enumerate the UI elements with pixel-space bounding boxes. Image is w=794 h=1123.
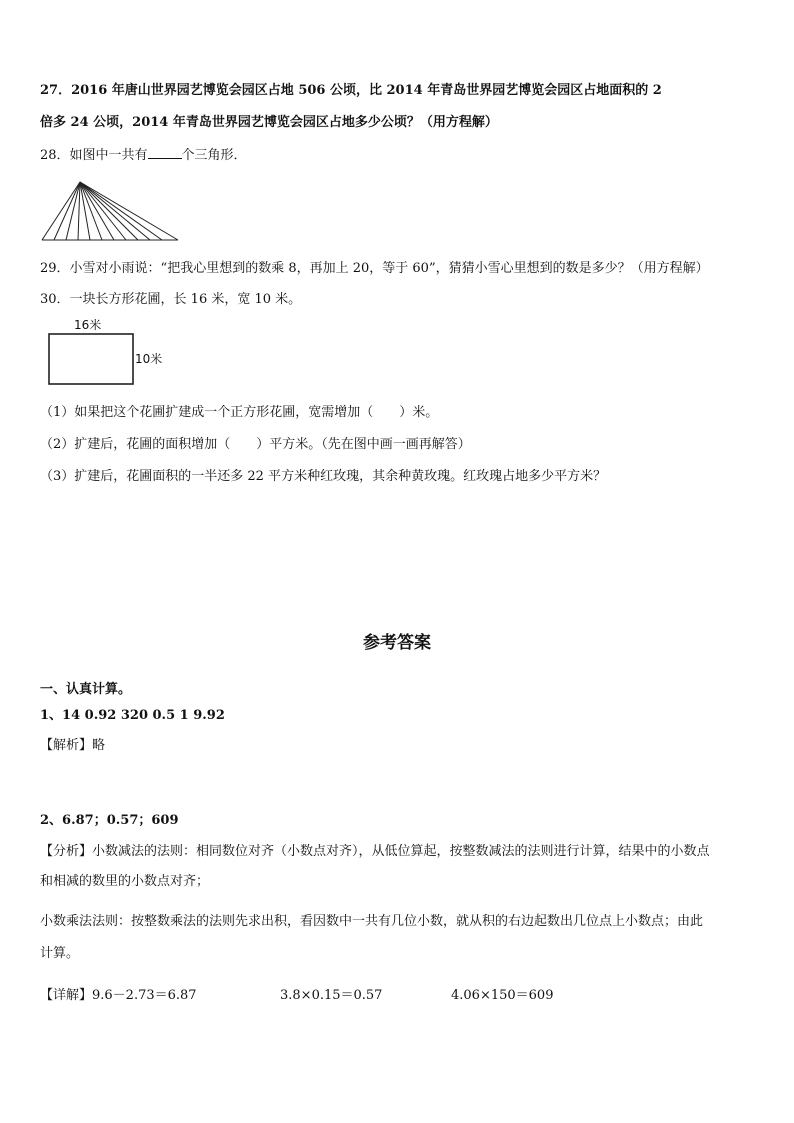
garden-rectangle bbox=[49, 334, 133, 384]
fan-line bbox=[80, 182, 162, 240]
answers-title: 参考答案 bbox=[363, 633, 431, 653]
fan-line bbox=[54, 182, 80, 240]
q28-text-before: 28．如图中一共有 bbox=[40, 148, 148, 163]
answer-2-detail-3: 4.06×150＝609 bbox=[451, 988, 554, 1003]
answer-2-detail-1: 【详解】9.6－2.73＝6.87 bbox=[40, 988, 197, 1003]
q27-line1: 27．2016 年唐山世界园艺博览会园区占地 506 公顷，比 2014 年青岛世界园艺博览会园区占地面积的 2 bbox=[40, 83, 662, 98]
q30-sub1: （1）如果把这个花圃扩建成一个正方形花圃，宽需增加（ ）米。 bbox=[40, 405, 439, 420]
q28-fan-triangle-figure bbox=[38, 176, 198, 246]
q28-question bbox=[40, 146, 247, 165]
q30-rectangle-figure bbox=[44, 330, 144, 390]
answer-2-detail-2: 3.8×0.15＝0.57 bbox=[280, 988, 383, 1003]
q30-sub3: （3）扩建后，花圃面积的一半还多 22 平方米种红玫瑰，其余种黄玫瑰。红玫瑰占地多少平方米？ bbox=[40, 469, 607, 484]
q30-sub2: （2）扩建后，花圃的面积增加（ ）平方米。（先在图中画一画再解答） bbox=[40, 437, 471, 452]
answer-2-mult-rule-line1: 小数乘法法则：按整数乘法的法则先求出积，看因数中一共有几位小数，就从积的右边起数出几位点上小数点；由此 bbox=[40, 914, 704, 929]
q28-answer-blank bbox=[148, 146, 182, 159]
answer-2-mult-rule-line2: 计算。 bbox=[40, 946, 80, 961]
q30-figure-width-label: 10米 bbox=[135, 352, 163, 366]
fan-line bbox=[42, 182, 80, 240]
q29-question: 29．小雪对小雨说：“把我心里想到的数乘 8，再加上 20，等于 60”，猜猜小雪心里想到的数是多少？（用方程解） bbox=[40, 261, 709, 276]
q28-text-after: 个三角形． bbox=[181, 148, 247, 163]
q27-line2: 倍多 24 公顷，2014 年青岛世界园艺博览会园区占地多少公顷？（用方程解） bbox=[40, 115, 498, 130]
answer-2: 2、6.87；0.57；609 bbox=[40, 813, 179, 828]
q30-question: 30．一块长方形花圃，长 16 米，宽 10 米。 bbox=[40, 292, 302, 307]
answers-section1-heading: 一、认真计算。 bbox=[40, 682, 132, 697]
answer-1: 1、14 0.92 320 0.5 1 9.92 bbox=[40, 708, 225, 723]
answer-2-analysis-line2: 和相减的数里的小数点对齐； bbox=[40, 874, 210, 889]
answer-2-analysis-line1: 【分析】小数减法的法则：相同数位对齐（小数点对齐），从低位算起，按整数减法的法则进行计算，结果中的小数点 bbox=[40, 844, 710, 859]
fan-line bbox=[80, 182, 126, 240]
answer-1-analysis: 【解析】略 bbox=[40, 738, 106, 753]
q30-figure-length-label: 16米 bbox=[74, 318, 102, 332]
